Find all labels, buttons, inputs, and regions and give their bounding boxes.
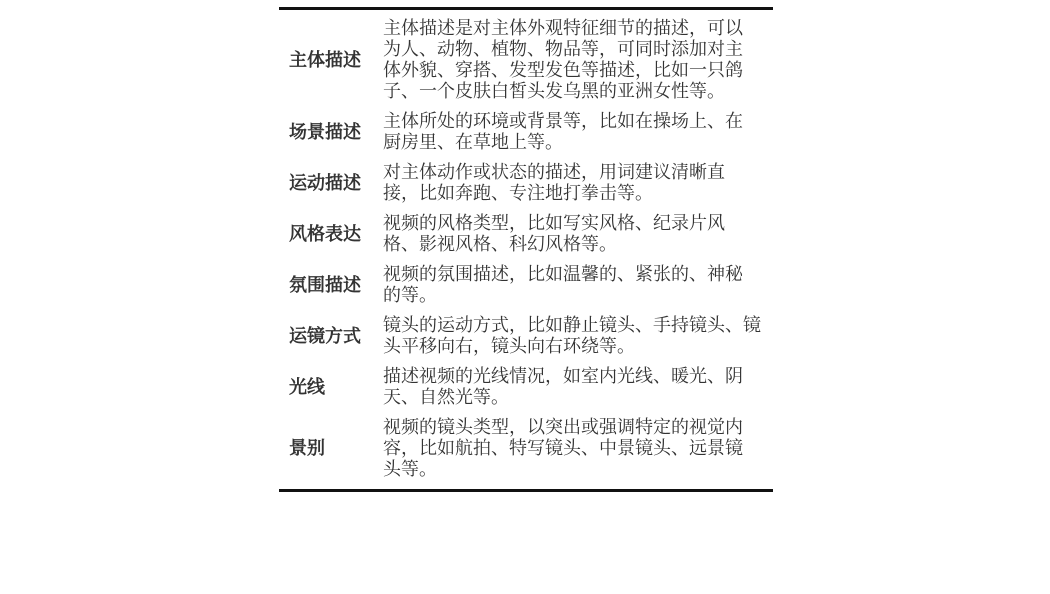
table-row	[279, 414, 773, 486]
row-description: 视频的风格类型，比如写实风格、纪录片风格、影视风格、科幻风格等。	[383, 213, 725, 255]
table-row	[279, 159, 773, 210]
row-term: 主体描述	[289, 49, 361, 71]
row-description: 主体所处的环境或背景等，比如在操场上、在厨房里、在草地上等。	[383, 111, 743, 153]
row-description: 视频的镜头类型，以突出或强调特定的视觉内容，比如航拍、特写镜头、中景镜头、远景镜头等。	[383, 417, 743, 480]
row-term: 景别	[289, 438, 325, 459]
table-row	[279, 312, 773, 363]
row-description: 主体描述是对主体外观特征细节的描述，可以为人、动物、植物、物品等，可同时添加对主体外貌、穿搭、发型发色等描述，比如一只鸽子、一个皮肤白皙头发乌黑的亚洲女性等。	[383, 18, 743, 102]
table-row	[279, 261, 773, 312]
row-description: 镜头的运动方式，比如静止镜头、手持镜头、镜头平移向右，镜头向右环绕等。	[383, 315, 761, 357]
table-row	[279, 363, 773, 414]
row-description: 对主体动作或状态的描述，用词建议清晰直接，比如奔跑、专注地打拳击等。	[383, 162, 725, 204]
prompt-elements-table	[279, 7, 773, 492]
row-term: 光线	[289, 376, 325, 398]
table-row	[279, 15, 773, 108]
row-term: 风格表达	[289, 223, 361, 245]
row-term: 场景描述	[289, 121, 361, 143]
table-row	[279, 108, 773, 159]
row-term: 运镜方式	[289, 325, 361, 347]
table-row	[279, 210, 773, 261]
row-description: 描述视频的光线情况，如室内光线、暖光、阴天、自然光等。	[383, 366, 743, 408]
row-term: 运动描述	[289, 172, 361, 194]
row-description: 视频的氛围描述，比如温馨的、紧张的、神秘的等。	[383, 264, 743, 306]
row-term: 氛围描述	[289, 274, 361, 296]
